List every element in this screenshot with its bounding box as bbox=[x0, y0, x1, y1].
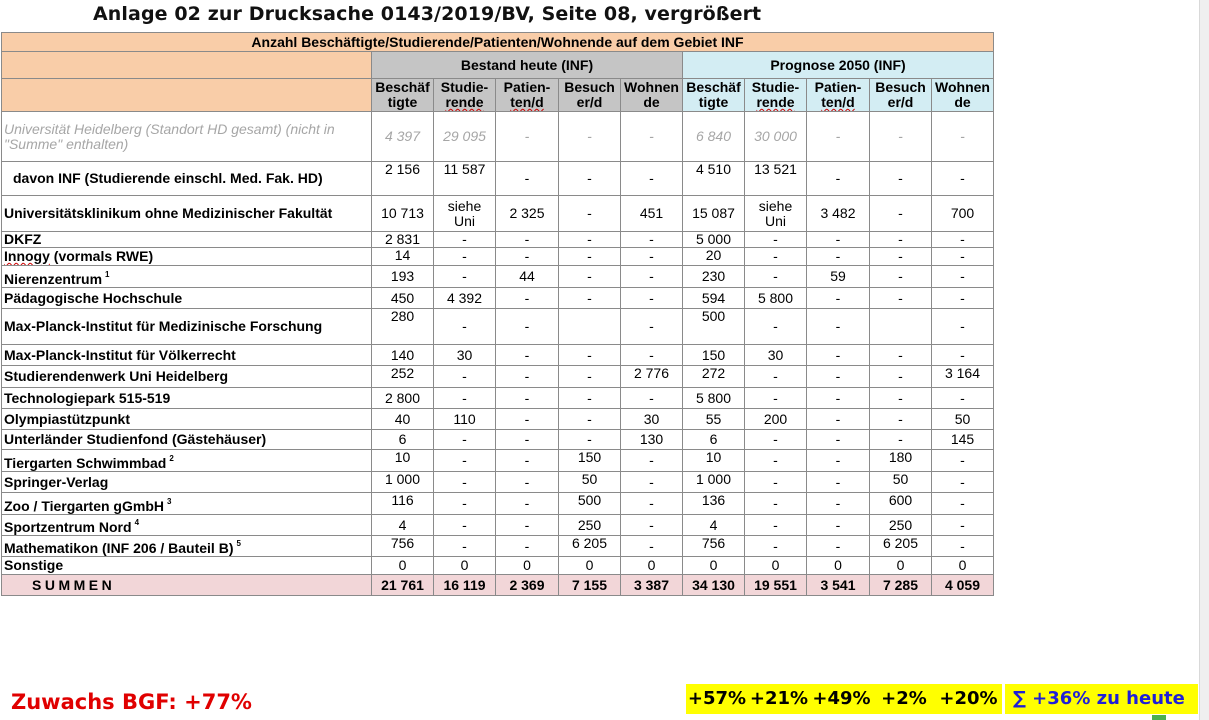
cell-value: 250 bbox=[870, 515, 932, 536]
summen-value: 21 761 bbox=[372, 575, 434, 596]
table-row bbox=[2, 232, 994, 248]
table-row bbox=[2, 266, 994, 288]
cell-value: - bbox=[496, 366, 559, 388]
cell-value: 116 bbox=[372, 493, 434, 515]
percent-change: +20% bbox=[939, 688, 998, 709]
cell-value: - bbox=[621, 112, 683, 162]
cell-value: 130 bbox=[621, 430, 683, 450]
cell-value: - bbox=[932, 388, 994, 409]
cell-value: 5 800 bbox=[683, 388, 745, 409]
cell-value: - bbox=[496, 288, 559, 309]
cell-value: 594 bbox=[683, 288, 745, 309]
col-header: Beschäf tigte bbox=[683, 79, 745, 112]
cell-value: - bbox=[745, 248, 807, 266]
table-row bbox=[2, 409, 994, 430]
table-row bbox=[2, 248, 994, 266]
summen-value: 7 155 bbox=[559, 575, 621, 596]
cell-value: - bbox=[870, 112, 932, 162]
cell-value: - bbox=[807, 345, 870, 366]
col-header: Studie- rende bbox=[434, 79, 496, 112]
cell-value: - bbox=[434, 430, 496, 450]
col-header: Besuch er/d bbox=[559, 79, 621, 112]
header-spacer bbox=[2, 52, 372, 79]
cell-value: 0 bbox=[559, 557, 621, 575]
cell-value: 59 bbox=[807, 266, 870, 288]
cell-value: 10 bbox=[683, 450, 745, 472]
cell-value: 140 bbox=[372, 345, 434, 366]
cell-value: - bbox=[745, 472, 807, 493]
summen-value: 2 369 bbox=[496, 575, 559, 596]
cell-value: - bbox=[559, 232, 621, 248]
cell-value: - bbox=[807, 472, 870, 493]
table-row bbox=[2, 450, 994, 472]
row-label: Innogy (vormals RWE) bbox=[2, 248, 372, 266]
row-label: Max-Planck-Institut für Völkerrecht bbox=[2, 345, 372, 366]
cell-value: - bbox=[434, 309, 496, 345]
cell-value: 280 bbox=[372, 309, 434, 345]
cell-value: 15 087 bbox=[683, 196, 745, 232]
cell-value bbox=[559, 309, 621, 345]
scrollbar[interactable] bbox=[1199, 0, 1209, 720]
summen-value: 19 551 bbox=[745, 575, 807, 596]
cell-value: 180 bbox=[870, 450, 932, 472]
cell-value: - bbox=[870, 162, 932, 196]
cell-value: 50 bbox=[870, 472, 932, 493]
cell-value: - bbox=[559, 288, 621, 309]
cell-value: - bbox=[496, 409, 559, 430]
table-row bbox=[2, 288, 994, 309]
cell-value: 4 397 bbox=[372, 112, 434, 162]
header-spacer bbox=[2, 79, 372, 112]
row-label: Unterländer Studienfond (Gästehäuser) bbox=[2, 430, 372, 450]
cell-value: 4 bbox=[372, 515, 434, 536]
cell-value: 4 bbox=[683, 515, 745, 536]
table-row bbox=[2, 515, 994, 536]
cell-value: 4 510 bbox=[683, 162, 745, 196]
cell-value: 10 713 bbox=[372, 196, 434, 232]
table-row bbox=[2, 430, 994, 450]
cell-value: 0 bbox=[932, 557, 994, 575]
cell-value: - bbox=[559, 248, 621, 266]
cell-value: - bbox=[621, 162, 683, 196]
cell-value: - bbox=[621, 472, 683, 493]
table-main-header: Anzahl Beschäftigte/Studierende/Patienten/Wohnende auf dem Gebiet INF bbox=[2, 33, 994, 52]
row-label: Sportzentrum Nord $^4$ bbox=[2, 515, 372, 536]
footnote-marker: 1 bbox=[105, 269, 110, 279]
cell-value: 2 831 bbox=[372, 232, 434, 248]
cell-value: - bbox=[932, 515, 994, 536]
cell-value: - bbox=[496, 388, 559, 409]
cell-value: - bbox=[870, 366, 932, 388]
col-header: Wohnen de bbox=[932, 79, 994, 112]
cell-value: 4 392 bbox=[434, 288, 496, 309]
cell-value: 10 bbox=[372, 450, 434, 472]
cell-value: 30 000 bbox=[745, 112, 807, 162]
summen-value: 16 119 bbox=[434, 575, 496, 596]
cell-value: - bbox=[870, 388, 932, 409]
cell-value: 2 800 bbox=[372, 388, 434, 409]
row-label: Sonstige bbox=[2, 557, 372, 575]
cell-value: - bbox=[496, 515, 559, 536]
cell-value: 0 bbox=[621, 557, 683, 575]
cell-value: - bbox=[745, 430, 807, 450]
summen-value: 7 285 bbox=[870, 575, 932, 596]
cell-value: - bbox=[807, 366, 870, 388]
cell-value: 250 bbox=[559, 515, 621, 536]
cell-value: 6 840 bbox=[683, 112, 745, 162]
cell-value: - bbox=[434, 450, 496, 472]
cell-value: 14 bbox=[372, 248, 434, 266]
row-label: Nierenzentrum $^1$ bbox=[2, 266, 372, 288]
cell-value: - bbox=[496, 450, 559, 472]
cell-value: 3 482 bbox=[807, 196, 870, 232]
cell-value: 451 bbox=[621, 196, 683, 232]
table-row bbox=[2, 536, 994, 557]
table-row bbox=[2, 557, 994, 575]
cell-value: 193 bbox=[372, 266, 434, 288]
cell-value: - bbox=[870, 248, 932, 266]
cell-value: 44 bbox=[496, 266, 559, 288]
cell-value: 1 000 bbox=[372, 472, 434, 493]
cell-value: - bbox=[496, 430, 559, 450]
cell-value: 55 bbox=[683, 409, 745, 430]
cell-value: - bbox=[434, 388, 496, 409]
cell-value: - bbox=[932, 162, 994, 196]
cell-value: - bbox=[870, 266, 932, 288]
cell-value: - bbox=[932, 493, 994, 515]
cell-value: - bbox=[496, 493, 559, 515]
summen-value: 4 059 bbox=[932, 575, 994, 596]
table-row bbox=[2, 196, 994, 232]
percent-change: +57% bbox=[687, 688, 747, 709]
cell-value: 2 325 bbox=[496, 196, 559, 232]
cell-value: - bbox=[434, 248, 496, 266]
col-header: Besuch er/d bbox=[870, 79, 932, 112]
cell-value: 0 bbox=[372, 557, 434, 575]
cell-value: - bbox=[559, 112, 621, 162]
table-row bbox=[2, 388, 994, 409]
summen-value: 3 387 bbox=[621, 575, 683, 596]
row-label: Tiergarten Schwimmbad $^2$ bbox=[2, 450, 372, 472]
cell-value: - bbox=[496, 162, 559, 196]
cell-value: - bbox=[870, 288, 932, 309]
cell-value: 700 bbox=[932, 196, 994, 232]
cell-value: - bbox=[621, 345, 683, 366]
cell-value: - bbox=[496, 248, 559, 266]
cell-value: 200 bbox=[745, 409, 807, 430]
row-label: DKFZ bbox=[2, 232, 372, 248]
cell-value: 50 bbox=[559, 472, 621, 493]
cell-value: - bbox=[807, 493, 870, 515]
col-header: Patien- ten/d bbox=[496, 79, 559, 112]
cell-value: - bbox=[559, 430, 621, 450]
percent-change: +2% bbox=[881, 688, 927, 709]
document-title: Anlage 02 zur Drucksache 0143/2019/BV, Seite 08, vergrößert bbox=[93, 3, 762, 25]
cell-value: - bbox=[870, 409, 932, 430]
table-row bbox=[2, 112, 994, 162]
row-label: Technologiepark 515-519 bbox=[2, 388, 372, 409]
cell-value: - bbox=[807, 450, 870, 472]
cell-value: - bbox=[807, 409, 870, 430]
cell-value: 500 bbox=[683, 309, 745, 345]
cell-value: - bbox=[496, 345, 559, 366]
cell-value: - bbox=[621, 232, 683, 248]
cell-value: - bbox=[745, 232, 807, 248]
cell-value: 252 bbox=[372, 366, 434, 388]
table-row bbox=[2, 345, 994, 366]
row-label: Pädagogische Hochschule bbox=[2, 288, 372, 309]
zuwachs-bgf-label: Zuwachs BGF: +77% bbox=[8, 684, 252, 720]
cell-value: - bbox=[621, 493, 683, 515]
cell-value: - bbox=[807, 536, 870, 557]
cell-value: - bbox=[870, 430, 932, 450]
cell-value: - bbox=[621, 515, 683, 536]
cell-value: - bbox=[870, 232, 932, 248]
cell-value bbox=[870, 309, 932, 345]
cell-value: - bbox=[621, 248, 683, 266]
cell-value: - bbox=[559, 345, 621, 366]
cell-value: 13 521 bbox=[745, 162, 807, 196]
cell-value: 150 bbox=[559, 450, 621, 472]
cell-value: 450 bbox=[372, 288, 434, 309]
cell-value: - bbox=[807, 309, 870, 345]
cell-value: 6 205 bbox=[870, 536, 932, 557]
table-body bbox=[2, 112, 994, 575]
cell-value: - bbox=[496, 472, 559, 493]
cell-value: - bbox=[621, 388, 683, 409]
cell-value: - bbox=[870, 345, 932, 366]
cell-value: 272 bbox=[683, 366, 745, 388]
cell-value: 0 bbox=[870, 557, 932, 575]
summen-value: 34 130 bbox=[683, 575, 745, 596]
cell-value: - bbox=[807, 232, 870, 248]
col-header: Patien- ten/d bbox=[807, 79, 870, 112]
cell-value: 230 bbox=[683, 266, 745, 288]
cell-value: - bbox=[932, 232, 994, 248]
cell-value: - bbox=[434, 515, 496, 536]
cell-value: 6 205 bbox=[559, 536, 621, 557]
cell-value: - bbox=[745, 493, 807, 515]
cell-value: - bbox=[807, 248, 870, 266]
cell-value: 0 bbox=[807, 557, 870, 575]
cell-value: 30 bbox=[434, 345, 496, 366]
cell-value: - bbox=[870, 196, 932, 232]
cell-value: - bbox=[932, 345, 994, 366]
cell-value: 11 587 bbox=[434, 162, 496, 196]
cell-value: 756 bbox=[372, 536, 434, 557]
footnote-marker: 3 bbox=[166, 496, 172, 506]
sigma-total-change: ∑ +36% zu heute bbox=[1005, 684, 1198, 714]
summen-label: SUMMEN bbox=[2, 575, 372, 596]
cell-value: - bbox=[932, 472, 994, 493]
cell-value: - bbox=[807, 112, 870, 162]
cell-value: - bbox=[745, 515, 807, 536]
cell-value: - bbox=[559, 366, 621, 388]
cell-value: - bbox=[621, 450, 683, 472]
group-header-prognose: Prognose 2050 (INF) bbox=[683, 52, 994, 79]
cell-value: - bbox=[745, 309, 807, 345]
cell-value: 5 000 bbox=[683, 232, 745, 248]
cell-value: 2 776 bbox=[621, 366, 683, 388]
cell-value: 0 bbox=[434, 557, 496, 575]
row-label: Springer-Verlag bbox=[2, 472, 372, 493]
col-header: Studie- rende bbox=[745, 79, 807, 112]
cell-value: - bbox=[807, 288, 870, 309]
footnote-marker: 2 bbox=[169, 453, 174, 463]
table-row bbox=[2, 366, 994, 388]
cell-value: 5 800 bbox=[745, 288, 807, 309]
cell-value: - bbox=[496, 232, 559, 248]
cell-value: - bbox=[559, 162, 621, 196]
cell-value: 0 bbox=[496, 557, 559, 575]
cell-value: 150 bbox=[683, 345, 745, 366]
cell-value: 0 bbox=[745, 557, 807, 575]
cell-value: - bbox=[745, 388, 807, 409]
cell-value: 29 095 bbox=[434, 112, 496, 162]
cell-value: - bbox=[932, 112, 994, 162]
cell-value: 756 bbox=[683, 536, 745, 557]
cell-value: - bbox=[932, 309, 994, 345]
cell-value: 136 bbox=[683, 493, 745, 515]
summen-row bbox=[2, 575, 994, 596]
row-label: Universitätsklinikum ohne Medizinischer Fakultät bbox=[2, 196, 372, 232]
cell-value: - bbox=[434, 232, 496, 248]
footnote-marker: 5 bbox=[236, 539, 241, 548]
cell-value: - bbox=[559, 388, 621, 409]
cell-value: siehe Uni bbox=[434, 196, 496, 232]
footnote-marker: 4 bbox=[134, 518, 140, 527]
cell-value: 30 bbox=[745, 345, 807, 366]
cell-value: - bbox=[807, 430, 870, 450]
table-row bbox=[2, 472, 994, 493]
cell-value: - bbox=[745, 536, 807, 557]
cell-value: - bbox=[559, 266, 621, 288]
table-row bbox=[2, 493, 994, 515]
cell-value: 500 bbox=[559, 493, 621, 515]
cell-value: - bbox=[621, 309, 683, 345]
col-header: Beschäf tigte bbox=[372, 79, 434, 112]
data-table bbox=[1, 32, 994, 596]
cell-value: 3 164 bbox=[932, 366, 994, 388]
cell-value: - bbox=[496, 536, 559, 557]
cell-value: - bbox=[932, 450, 994, 472]
cell-value: - bbox=[434, 472, 496, 493]
cell-value: - bbox=[559, 409, 621, 430]
row-label: Max-Planck-Institut für Medizinische Forschung bbox=[2, 309, 372, 345]
cell-value: 6 bbox=[372, 430, 434, 450]
table-row bbox=[2, 309, 994, 345]
cell-value: 6 bbox=[683, 430, 745, 450]
cell-value: 20 bbox=[683, 248, 745, 266]
percent-change: +49% bbox=[812, 688, 871, 709]
row-label: Universität Heidelberg (Standort HD gesamt) (nicht in "Summe" enthalten) bbox=[2, 112, 372, 162]
cell-value: - bbox=[745, 450, 807, 472]
cell-value: - bbox=[932, 288, 994, 309]
cell-value: - bbox=[745, 366, 807, 388]
cell-value: - bbox=[434, 266, 496, 288]
row-label: davon INF (Studierende einschl. Med. Fak. HD) bbox=[2, 162, 372, 196]
cell-value: - bbox=[807, 515, 870, 536]
cell-value: - bbox=[434, 536, 496, 557]
summen-value: 3 541 bbox=[807, 575, 870, 596]
row-label: Olympiastützpunkt bbox=[2, 409, 372, 430]
cell-value: - bbox=[434, 366, 496, 388]
cell-value: 600 bbox=[870, 493, 932, 515]
cell-value: - bbox=[559, 196, 621, 232]
cell-value: 0 bbox=[683, 557, 745, 575]
table-row bbox=[2, 162, 994, 196]
group-header-bestand: Bestand heute (INF) bbox=[372, 52, 683, 79]
cell-value: 50 bbox=[932, 409, 994, 430]
cell-value: 145 bbox=[932, 430, 994, 450]
percent-change: +21% bbox=[749, 688, 809, 709]
cell-value: 110 bbox=[434, 409, 496, 430]
cell-value: - bbox=[621, 288, 683, 309]
cell-value: 40 bbox=[372, 409, 434, 430]
green-mark bbox=[1152, 715, 1166, 720]
cell-value: siehe Uni bbox=[745, 196, 807, 232]
cell-value: - bbox=[745, 266, 807, 288]
cell-value: - bbox=[434, 493, 496, 515]
cell-value: - bbox=[932, 536, 994, 557]
cell-value: - bbox=[621, 266, 683, 288]
cell-value: 2 156 bbox=[372, 162, 434, 196]
row-label: Studierendenwerk Uni Heidelberg bbox=[2, 366, 372, 388]
cell-value: - bbox=[807, 162, 870, 196]
row-label: Mathematikon (INF 206 / Bauteil B) $^5$ bbox=[2, 536, 372, 557]
cell-value: - bbox=[496, 112, 559, 162]
cell-value: - bbox=[621, 536, 683, 557]
cell-value: 30 bbox=[621, 409, 683, 430]
cell-value: 1 000 bbox=[683, 472, 745, 493]
cell-value: - bbox=[932, 266, 994, 288]
cell-value: - bbox=[807, 388, 870, 409]
cell-value: - bbox=[496, 309, 559, 345]
cell-value: - bbox=[932, 248, 994, 266]
row-label: Zoo / Tiergarten gGmbH $^3$ bbox=[2, 493, 372, 515]
col-header: Wohnen de bbox=[621, 79, 683, 112]
